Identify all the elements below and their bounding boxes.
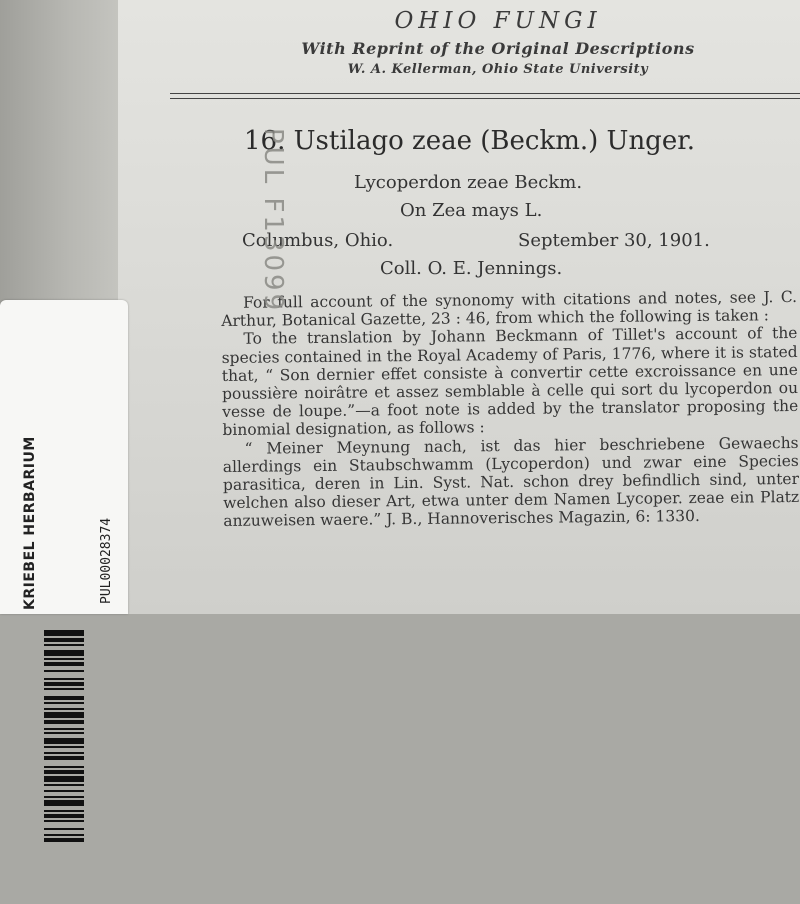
description-text xyxy=(221,288,799,531)
series-subtitle: With Reprint of the Original Descriptions xyxy=(301,39,695,58)
series-author: W. A. Kellerman, Ohio State University xyxy=(347,62,649,77)
header-rule-top xyxy=(170,93,800,94)
locality: Columbus, Ohio. xyxy=(242,230,394,251)
synonym: Lycoperdon zeae Beckm. xyxy=(354,172,583,193)
specimen-label xyxy=(118,0,800,614)
collection-date: September 30, 1901. xyxy=(518,230,710,251)
species-title: 16. Ustilago zeae (Beckm.) Unger. xyxy=(244,126,696,156)
barcode-icon xyxy=(44,630,84,904)
paragraph-synonymy: For full account of the synonomy with citations and notes, see J. C. Arthur, Botanical Gazette, 23 : 46, from which the following is taken : xyxy=(221,287,798,331)
series-title: OHIO FUNGI xyxy=(394,8,602,34)
host: On Zea mays L. xyxy=(400,200,543,221)
paragraph-quote: “ Meiner Meynung nach, ist das hier beschriebene Gewaechs allerdings ein Staubschwamm (Lycoperdon) und zwar eine Species parasitica, deren in Lin. Syst. Nat. schon drey befindlich sind, unter welchen also dieser Art, etwa unter dem Namen Lycoper. zeae ein Platz anzuweisen waere.” J. B., Hannoverisches Magazin, 6: 1330. xyxy=(222,433,800,531)
paragraph-translation: To the translation by Johann Beckmann of Tillet's account of the species contained in the Royal Academy of Paris, 1776, where it is stated that, “ Son dernier effet consiste à convertir cette excroissance en une poussière noirâtre et assez semblable à celle qui sort du lycoperdon ou vesse de loupe.”—a foot note is added by the translator proposing the binomial designation, as follows : xyxy=(221,324,799,440)
handwritten-accession: PUL F13099 xyxy=(258,128,288,314)
header-rule-bottom xyxy=(170,98,800,99)
herbarium-name: KRIEBEL HERBARIUM xyxy=(22,436,38,610)
barcode-number: PUL00028374 xyxy=(99,517,114,604)
collector: Coll. O. E. Jennings. xyxy=(380,258,563,279)
